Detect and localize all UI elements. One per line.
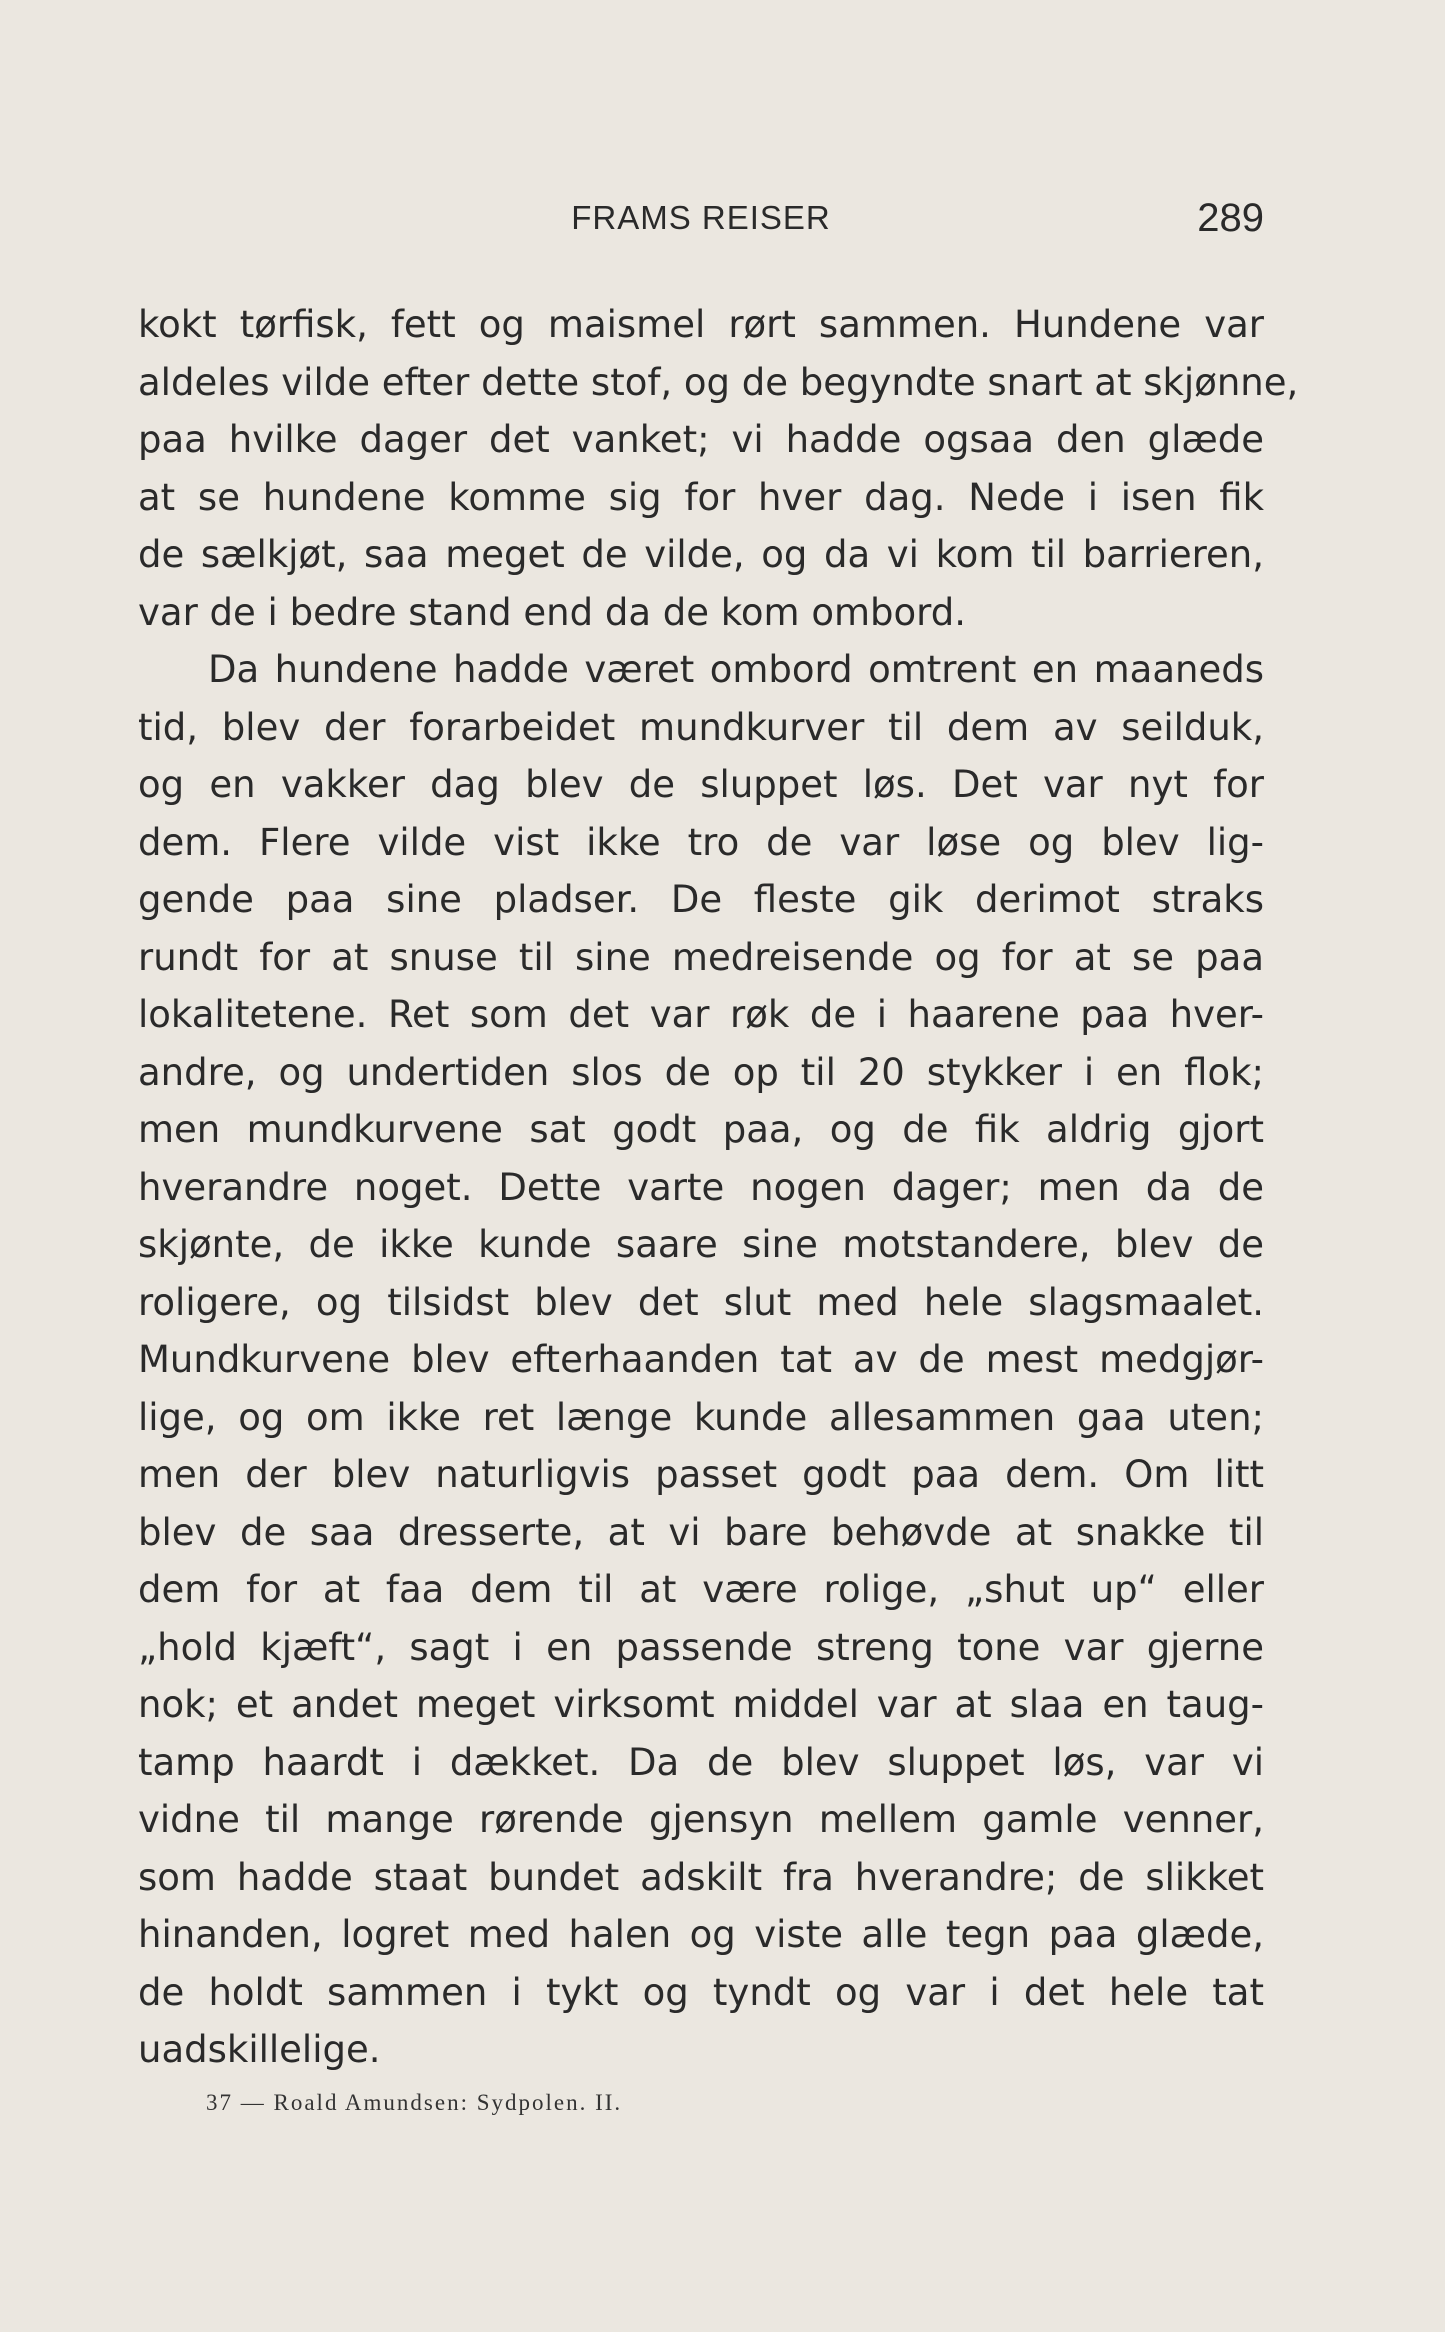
text-line: hinanden, logret med halen og viste alle tegn paa glæde, — [138, 1913, 1264, 1956]
text-line: gende paa sine pladser. De fleste gik derimot straks — [138, 878, 1264, 921]
text-line: de sælkjøt, saa meget de vilde, og da vi kom til barrieren, — [138, 533, 1264, 576]
text-line: andre, og undertiden slos de op til 20 stykker i en flok; — [138, 1050, 1264, 1094]
text-line: dem for at faa dem til at være rolige, „shut up“ eller — [138, 1568, 1264, 1611]
text-line: Da hundene hadde været ombord omtrent en maaneds — [208, 648, 1264, 691]
text-line: hverandre noget. Dette varte nogen dager; men da de — [138, 1165, 1264, 1209]
text-line: rundt for at snuse til sine medreisende og for at se paa — [138, 935, 1264, 979]
text-line: var de i bedre stand end da de kom ombord. — [138, 590, 966, 634]
text-line: aldeles vilde efter dette stof, og de begyndte snart at skjønne, — [138, 360, 1299, 404]
text-line: uadskillelige. — [138, 2028, 381, 2071]
running-head — [138, 192, 1264, 244]
text-line: lokalitetene. Ret som det var røk de i haarene paa hver- — [138, 993, 1264, 1036]
text-line: dem. Flere vilde vist ikke tro de var løse og blev lig- — [138, 820, 1264, 864]
running-title: FRAMS REISER — [571, 199, 831, 236]
text-line: at se hundene komme sig for hver dag. Nede i isen fik — [138, 475, 1264, 519]
text-line: roligere, og tilsidst blev det slut med hele slagsmaalet. — [138, 1280, 1264, 1324]
signature-footer: 37 — Roald Amundsen: Sydpolen. II. — [206, 2090, 623, 2115]
text-line: lige, og om ikke ret længe kunde allesammen gaa uten; — [138, 1395, 1264, 1439]
text-line: men mundkurvene sat godt paa, og de fik aldrig gjort — [138, 1108, 1264, 1151]
text-line: men der blev naturligvis passet godt paa dem. Om litt — [138, 1453, 1264, 1496]
text-line: paa hvilke dager det vanket; vi hadde ogsaa den glæde — [138, 418, 1264, 461]
text-line: som hadde staat bundet adskilt fra hverandre; de slikket — [138, 1855, 1264, 1899]
text-line: Mundkurvene blev efterhaanden tat av de mest medgjør- — [138, 1338, 1264, 1381]
text-line: nok; et andet meget virksomt middel var at slaa en taug- — [138, 1683, 1264, 1726]
text-line: „hold kjæft“, sagt i en passende streng tone var gjerne — [138, 1625, 1264, 1669]
text-line: kokt tørfisk, fett og maismel rørt sammen. Hundene var — [138, 303, 1264, 346]
text-line: blev de saa dresserte, at vi bare behøvde at snakke til — [138, 1510, 1264, 1554]
text-line: de holdt sammen i tykt og tyndt og var i det hele tat — [138, 1970, 1264, 2014]
text-line: skjønte, de ikke kunde saare sine motstandere, blev de — [138, 1223, 1264, 1266]
text-line: vidne til mange rørende gjensyn mellem gamle venner, — [138, 1798, 1264, 1841]
page-number: 289 — [1197, 196, 1264, 240]
body-text — [138, 296, 1299, 2079]
text-line: tid, blev der forarbeidet mundkurver til dem av seilduk, — [138, 705, 1264, 749]
text-line: tamp haardt i dækket. Da de blev sluppet løs, var vi — [138, 1740, 1264, 1784]
text-line: og en vakker dag blev de sluppet løs. Det var nyt for — [138, 763, 1264, 806]
